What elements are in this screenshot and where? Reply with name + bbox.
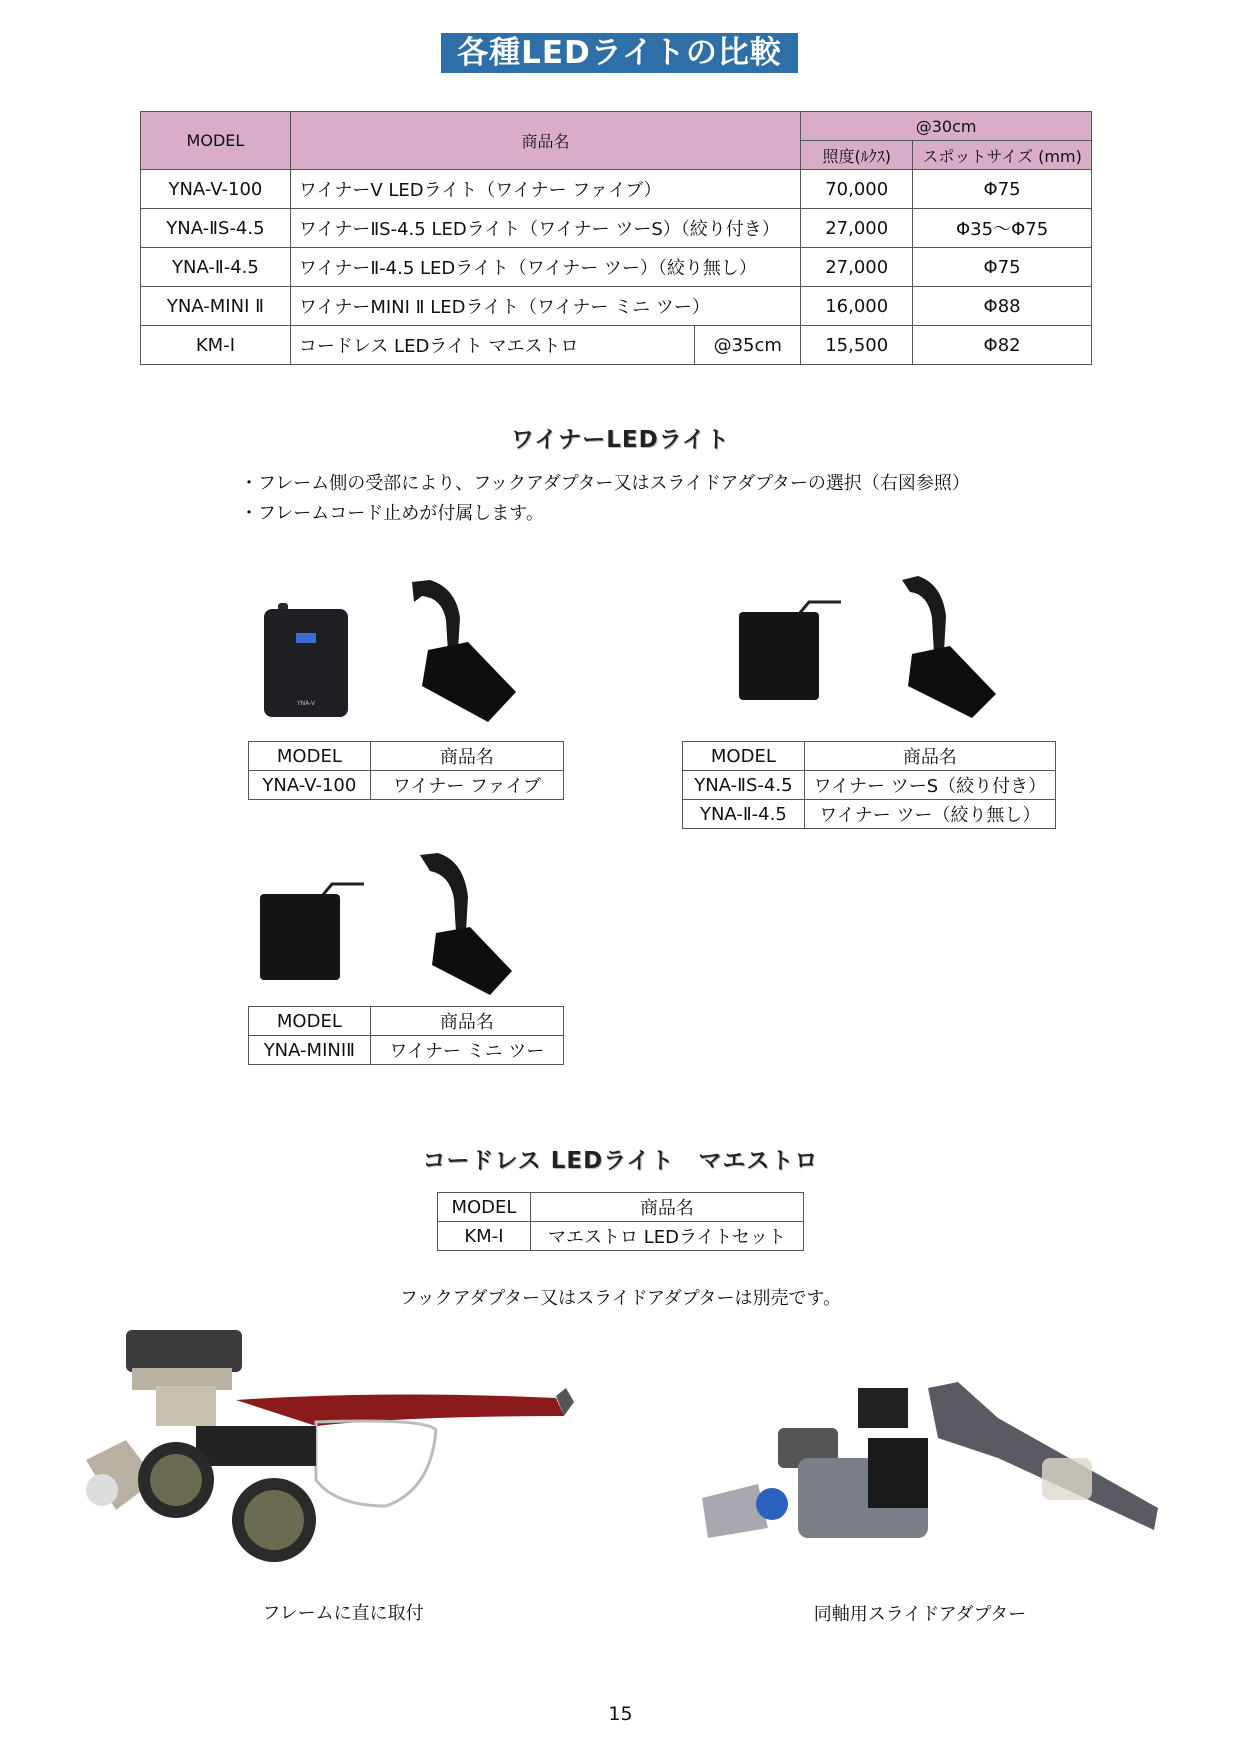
- cell-model: KM-I: [141, 326, 291, 365]
- adapter-note: フックアダプター又はスライドアダプターは別売です。: [399, 1288, 842, 1309]
- table-row: [141, 170, 1092, 209]
- table-row: [141, 326, 1092, 365]
- cell-note: @35cm: [695, 326, 801, 365]
- table-row: [249, 771, 564, 800]
- cell-model: YNA-V-100: [141, 170, 291, 209]
- cell-model: KM-I: [438, 1222, 531, 1251]
- header-name: 商品名: [370, 1007, 563, 1036]
- cell-spot: Φ75: [913, 170, 1092, 209]
- page-number: 15: [608, 1703, 633, 1725]
- cell-lux: 27,000: [801, 209, 913, 248]
- cell-name: コードレス LEDライト マエストロ: [290, 326, 694, 365]
- slide-adapter-image: [698, 1378, 1163, 1578]
- caption-slide-adapter: 同軸用スライドアダプター: [813, 1604, 1027, 1625]
- page-title: 各種LEDライトの比較: [441, 33, 798, 73]
- cell-model: YNA-ⅡS-4.5: [683, 771, 805, 800]
- cell-name: ワイナー ミニ ツー: [370, 1036, 563, 1065]
- cell-name: ワイナーⅡS-4.5 LEDライト（ワイナー ツーS）（絞り付き）: [290, 209, 800, 248]
- cell-name: ワイナーMINI Ⅱ LEDライト（ワイナー ミニ ツー）: [290, 287, 800, 326]
- weiner-bullet-2: ・フレームコード止めが付属します。: [240, 503, 544, 524]
- header-model: MODEL: [141, 112, 291, 170]
- battery-yna-mini-image: [260, 880, 364, 982]
- cell-spot: Φ82: [913, 326, 1092, 365]
- cell-model: YNA-V-100: [249, 771, 371, 800]
- header-distance: @30cm: [801, 112, 1092, 141]
- table-row: [249, 1036, 564, 1065]
- table-row: [141, 209, 1092, 248]
- header-lux: 照度(ﾙｸｽ): [801, 141, 913, 170]
- comparison-table: [140, 111, 1092, 365]
- cell-lux: 16,000: [801, 287, 913, 326]
- cordless-heading: コードレス LEDライト マエストロ: [422, 1148, 819, 1174]
- header-model: MODEL: [683, 742, 805, 771]
- cell-model: YNA-ⅡS-4.5: [141, 209, 291, 248]
- header-model: MODEL: [438, 1193, 531, 1222]
- model-table-v: [248, 741, 564, 800]
- cell-lux: 70,000: [801, 170, 913, 209]
- battery-yna-ii-image: [739, 598, 841, 702]
- cell-model: YNA-MINIⅡ: [249, 1036, 371, 1065]
- cell-name: ワイナー ツー（絞り無し）: [804, 800, 1055, 829]
- table-row: [438, 1222, 804, 1251]
- maestro-frame-image: [86, 1330, 566, 1600]
- model-table-mini: [248, 1006, 564, 1065]
- lamp-head-image: [898, 576, 998, 721]
- cell-model: YNA-Ⅱ-4.5: [141, 248, 291, 287]
- cell-name: ワイナー ツーS（絞り付き）: [804, 771, 1055, 800]
- header-name: 商品名: [804, 742, 1055, 771]
- header-spot: スポットサイズ (mm): [913, 141, 1092, 170]
- header-name: 商品名: [530, 1193, 803, 1222]
- cell-model: YNA-Ⅱ-4.5: [683, 800, 805, 829]
- header-model: MODEL: [249, 742, 371, 771]
- lamp-head-image: [420, 853, 516, 998]
- weiner-heading: ワイナーLEDライト: [510, 427, 731, 453]
- cell-spot: Φ35～Φ75: [913, 209, 1092, 248]
- table-row: [141, 287, 1092, 326]
- weiner-bullet-1: ・フレーム側の受部により、フックアダプター又はスライドアダプターの選択（右図参照）: [240, 473, 970, 494]
- header-model: MODEL: [249, 1007, 371, 1036]
- cell-name: ワイナー ファイブ: [370, 771, 563, 800]
- table-row: [141, 248, 1092, 287]
- model-table-ii: [682, 741, 1056, 829]
- cell-spot: Φ75: [913, 248, 1092, 287]
- table-row: [683, 771, 1056, 800]
- caption-frame-mount: フレームに直に取付: [262, 1603, 424, 1624]
- table-row: [683, 800, 1056, 829]
- battery-yna-v-image: [264, 603, 350, 719]
- cell-name: マエストロ LEDライトセット: [530, 1222, 803, 1251]
- cell-spot: Φ88: [913, 287, 1092, 326]
- cell-lux: 15,500: [801, 326, 913, 365]
- lamp-head-image: [408, 580, 518, 725]
- cell-model: YNA-MINI Ⅱ: [141, 287, 291, 326]
- header-name: 商品名: [370, 742, 563, 771]
- cell-name: ワイナーV LEDライト（ワイナー ファイブ）: [290, 170, 800, 209]
- cell-lux: 27,000: [801, 248, 913, 287]
- header-name: 商品名: [290, 112, 800, 170]
- model-table-km: [437, 1192, 804, 1251]
- battery-label: YNA-V: [296, 700, 316, 707]
- cell-name: ワイナーⅡ-4.5 LEDライト（ワイナー ツー）（絞り無し）: [290, 248, 800, 287]
